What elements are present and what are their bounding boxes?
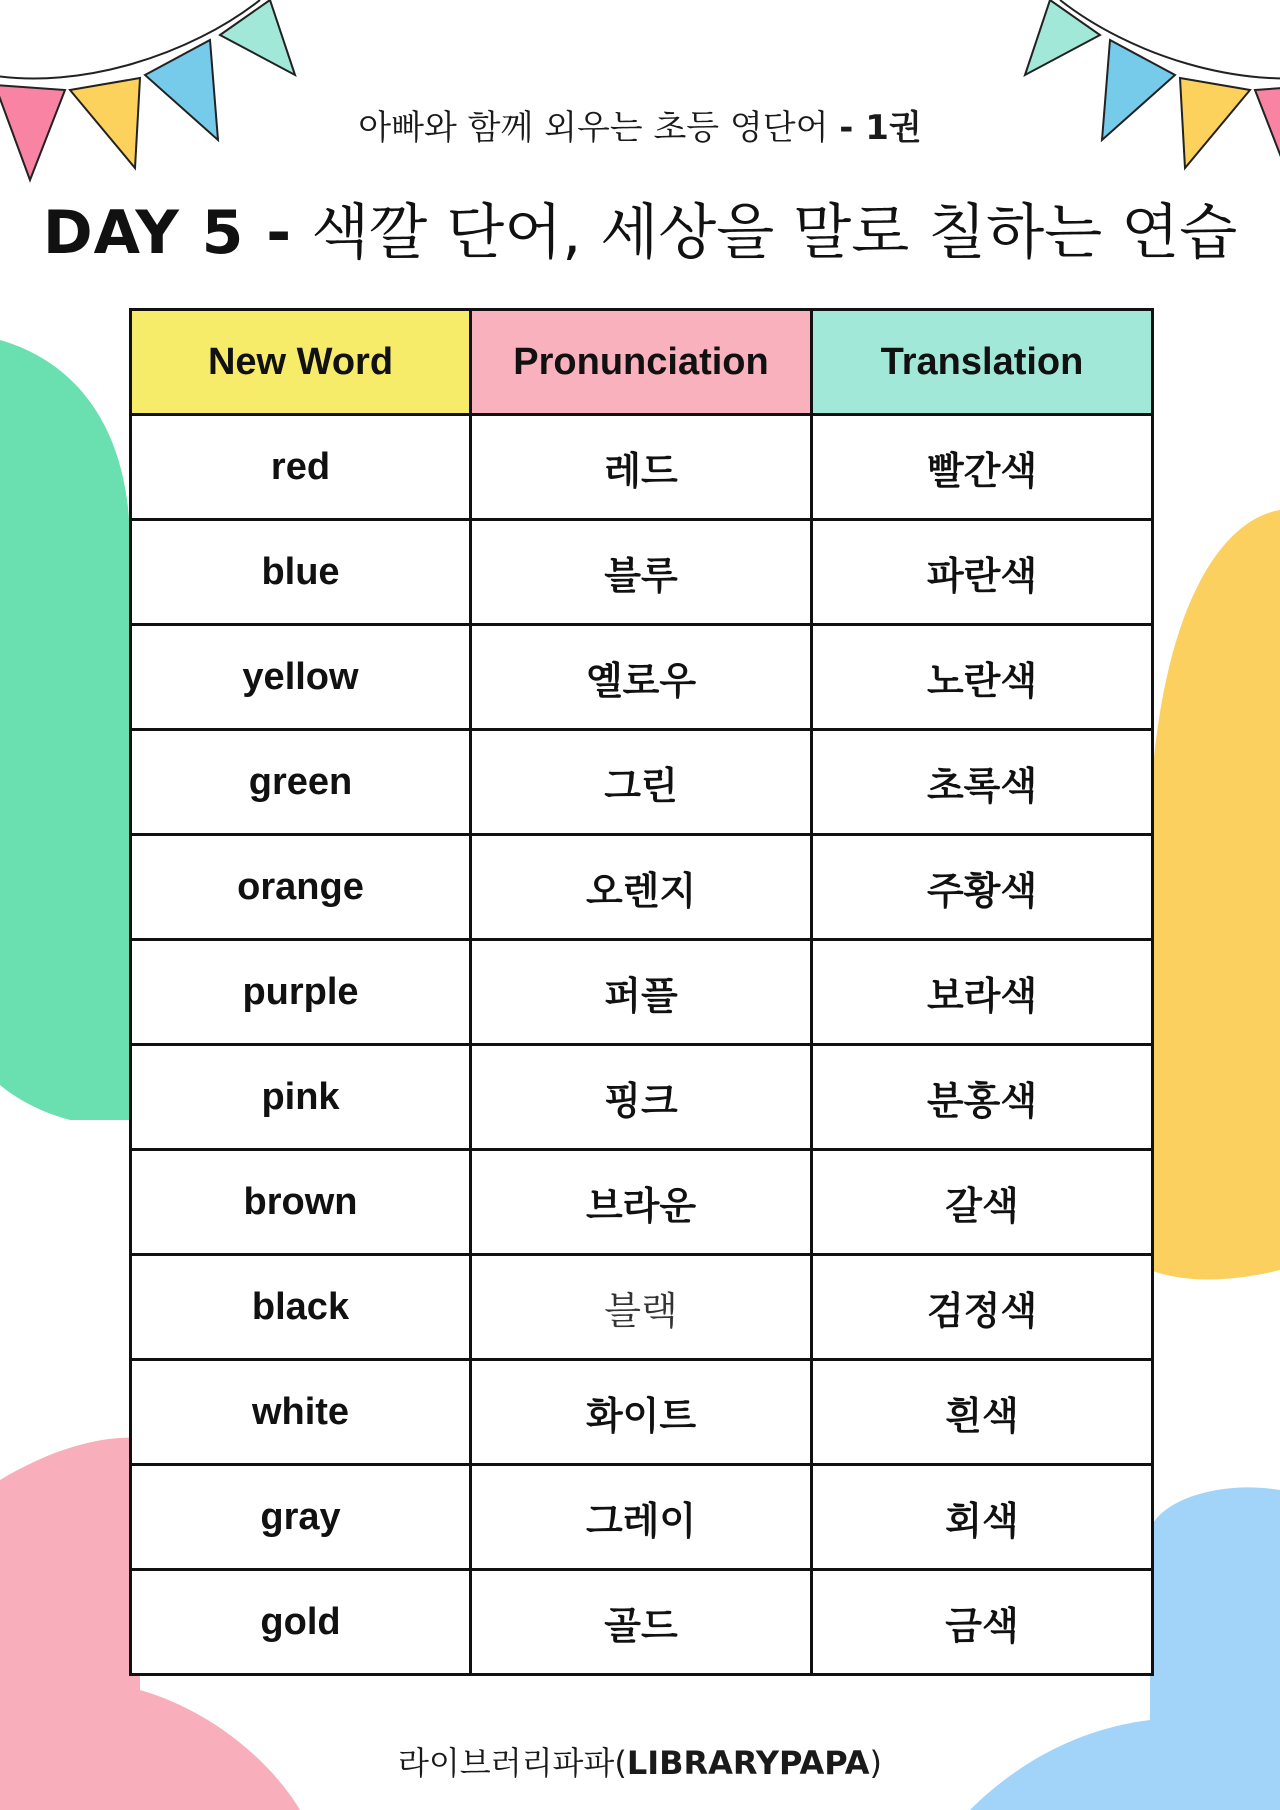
pronunciation-cell: 화이트 — [471, 1360, 812, 1465]
pronunciation-cell: 옐로우 — [471, 625, 812, 730]
table-row — [131, 835, 1153, 940]
word-cell: black — [131, 1255, 471, 1360]
table-row — [131, 1150, 1153, 1255]
column-header-new-word: New Word — [131, 310, 471, 415]
pronunciation-cell: 골드 — [471, 1570, 812, 1675]
author-close: ) — [869, 1744, 883, 1782]
pronunciation-cell: 그린 — [471, 730, 812, 835]
translation-cell: 갈색 — [812, 1150, 1153, 1255]
translation-cell: 빨간색 — [812, 415, 1153, 520]
table-row — [131, 520, 1153, 625]
author-korean: 라이브러리파파( — [397, 1744, 627, 1782]
pronunciation-cell: 퍼플 — [471, 940, 812, 1045]
title-day: DAY 5 - — [42, 198, 293, 268]
page-title — [0, 185, 1280, 271]
translation-cell: 보라색 — [812, 940, 1153, 1045]
subtitle-main: 아빠와 함께 외우는 초등 영단어 — [358, 108, 829, 148]
table-row — [131, 940, 1153, 1045]
translation-cell: 노란색 — [812, 625, 1153, 730]
word-cell: white — [131, 1360, 471, 1465]
word-cell: red — [131, 415, 471, 520]
pronunciation-cell: 그레이 — [471, 1465, 812, 1570]
word-cell: purple — [131, 940, 471, 1045]
translation-cell: 검정색 — [812, 1255, 1153, 1360]
word-cell: green — [131, 730, 471, 835]
word-cell: pink — [131, 1045, 471, 1150]
column-header-translation: Translation — [812, 310, 1153, 415]
bunting-right-decoration — [1000, 0, 1280, 190]
author-brand: LIBRARYPAPA — [626, 1744, 870, 1782]
pronunciation-cell: 레드 — [471, 415, 812, 520]
table-row — [131, 1465, 1153, 1570]
author-footer — [0, 1738, 1280, 1784]
table-row — [131, 415, 1153, 520]
table-row — [131, 730, 1153, 835]
title-topic: 색깔 단어, 세상을 말로 칠하는 연습 — [311, 198, 1238, 268]
subtitle-volume: - 1권 — [839, 108, 922, 148]
translation-cell: 흰색 — [812, 1360, 1153, 1465]
pronunciation-cell: 오렌지 — [471, 835, 812, 940]
word-cell: gray — [131, 1465, 471, 1570]
pronunciation-cell: 블랙 — [471, 1255, 812, 1360]
table-row — [131, 1360, 1153, 1465]
word-cell: yellow — [131, 625, 471, 730]
table-header-row — [131, 310, 1153, 415]
translation-cell: 금색 — [812, 1570, 1153, 1675]
translation-cell: 초록색 — [812, 730, 1153, 835]
table-row — [131, 625, 1153, 730]
book-subtitle — [0, 100, 1280, 149]
pronunciation-cell: 핑크 — [471, 1045, 812, 1150]
translation-cell: 분홍색 — [812, 1045, 1153, 1150]
translation-cell: 파란색 — [812, 520, 1153, 625]
table-row — [131, 1045, 1153, 1150]
word-cell: gold — [131, 1570, 471, 1675]
bunting-left-decoration — [0, 0, 320, 190]
table-row — [131, 1570, 1153, 1675]
word-cell: brown — [131, 1150, 471, 1255]
table-row — [131, 1255, 1153, 1360]
word-cell: orange — [131, 835, 471, 940]
word-cell: blue — [131, 520, 471, 625]
translation-cell: 주황색 — [812, 835, 1153, 940]
pronunciation-cell: 브라운 — [471, 1150, 812, 1255]
pronunciation-cell: 블루 — [471, 520, 812, 625]
green-blob-decoration — [0, 340, 140, 1120]
translation-cell: 회색 — [812, 1465, 1153, 1570]
vocabulary-table — [129, 308, 1154, 1676]
column-header-pronunciation: Pronunciation — [471, 310, 812, 415]
